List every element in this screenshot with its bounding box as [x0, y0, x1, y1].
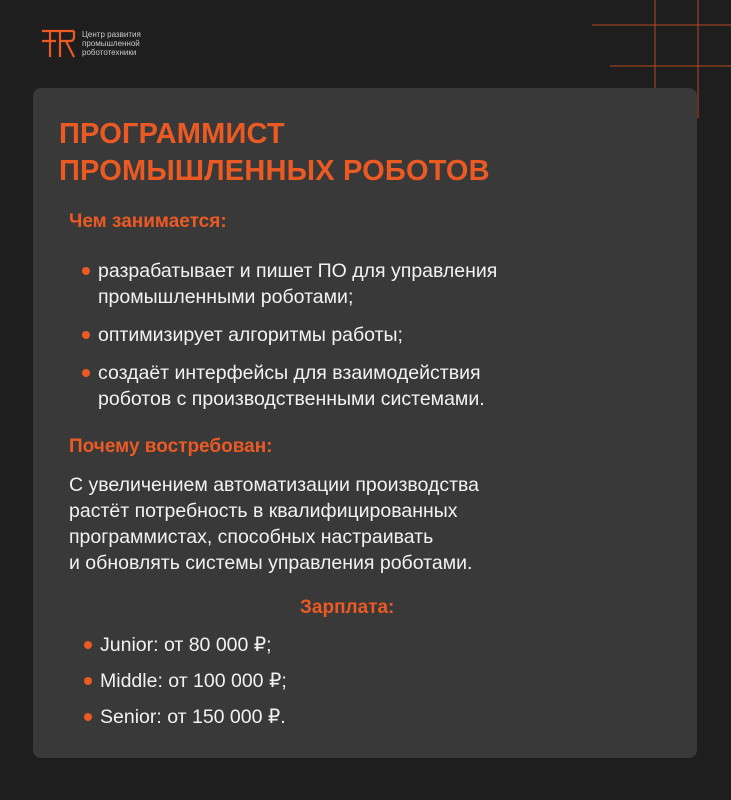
list-item [84, 632, 287, 658]
profession-card [33, 88, 697, 758]
list-item [82, 322, 497, 348]
bullet-dot-icon [82, 369, 90, 377]
bullet-dot-icon [84, 713, 92, 721]
logo-line: Центр развития [82, 29, 141, 39]
list-item-line: разрабатывает и пишет ПО для управления [98, 260, 498, 282]
logo [40, 28, 141, 58]
demand-heading: Почему востребован: [69, 436, 273, 457]
robotics-center-logo-icon [40, 28, 76, 58]
list-item [84, 668, 287, 694]
paragraph-line: программистах, способных настраивать [69, 526, 434, 548]
title-line: ПРОМЫШЛЕННЫХ РОБОТОВ [59, 155, 490, 187]
paragraph-line: растёт потребность в квалифицированных [69, 500, 458, 522]
salary-item: Middle: от 100 000 ₽; [100, 670, 287, 692]
salary-item: Junior: от 80 000 ₽; [100, 634, 272, 656]
list-item-line: роботов с производственными системами. [98, 388, 485, 410]
bullet-dot-icon [84, 641, 92, 649]
title-line: ПРОГРАММИСТ [59, 118, 285, 150]
duties-heading: Чем занимается: [69, 211, 227, 232]
page-title [59, 116, 490, 190]
logo-line: промышленной [82, 38, 140, 48]
list-item [82, 360, 497, 412]
paragraph-line: и обновлять системы управления роботами. [69, 552, 473, 574]
bullet-dot-icon [84, 677, 92, 685]
bullet-dot-icon [82, 267, 90, 275]
duties-list [82, 258, 497, 412]
list-item-line: оптимизирует алгоритмы работы; [98, 324, 403, 346]
list-item-line: создаёт интерфейсы для взаимодействия [98, 362, 481, 384]
logo-line: робототехники [82, 47, 137, 57]
list-item-line: промышленными роботами; [98, 286, 354, 308]
list-item [82, 258, 497, 310]
salary-heading: Зарплата: [300, 597, 395, 618]
logo-text [82, 30, 141, 57]
salary-list [84, 632, 287, 730]
bullet-dot-icon [82, 331, 90, 339]
demand-paragraph [69, 472, 479, 576]
salary-item: Senior: от 150 000 ₽. [100, 706, 286, 728]
paragraph-line: С увеличением автоматизации производства [69, 474, 480, 496]
list-item [84, 704, 287, 730]
